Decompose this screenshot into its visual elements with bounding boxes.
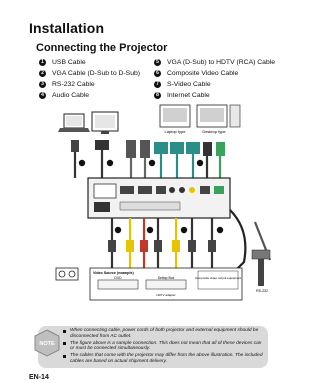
legend-label: S-Video Cable — [167, 81, 211, 88]
number-badge: 5 — [154, 59, 161, 66]
page-title: Installation — [29, 20, 105, 36]
settop-label: Settop Box — [157, 276, 175, 280]
hdtv-adapter-label: HDTV adapter — [156, 293, 176, 297]
upper-plugs — [71, 140, 225, 158]
note-icon-label: NOTE — [39, 341, 55, 347]
rs232-label: RS-232 — [256, 289, 268, 293]
page-number: EN-14 — [29, 374, 49, 381]
legend-label: RS-232 Cable — [52, 81, 95, 88]
number-badge: 2 — [39, 70, 46, 77]
note-list — [63, 328, 263, 366]
section-subtitle: Connecting the Projector — [36, 42, 168, 54]
number-badge: 3 — [39, 81, 46, 88]
legend-label: Internet Cable — [167, 92, 210, 99]
lower-plugs — [108, 240, 216, 252]
number-badge: 4 — [39, 92, 46, 99]
dvd-label: DVD — [114, 276, 122, 280]
rs232-connector — [252, 250, 270, 293]
desktop-type-label: Desktop type — [202, 129, 226, 134]
projector-rear-panel — [88, 178, 230, 218]
legend-label: VGA Cable (D-Sub to D-Sub) — [52, 70, 141, 77]
video-source-panel — [90, 268, 242, 300]
video-source-label: Video Source (example) — [93, 271, 134, 275]
note-item: When connecting cable, power cords of both projector and external equipment should be disconnected from AC outlet. — [63, 328, 263, 339]
laptop-icon — [58, 114, 90, 132]
laptop-type-box — [160, 105, 190, 134]
monitor-icon — [92, 112, 118, 134]
number-badge: 6 — [154, 70, 161, 77]
note-item: The figure above is a sample connection. This does not mean that all of these devices can or must be connected simultaneously. — [63, 341, 263, 352]
legend-label: Composite Video Cable — [167, 70, 239, 77]
desktop-type-box — [197, 105, 240, 134]
legend-label: Audio Cable — [52, 92, 90, 99]
speaker-icon — [56, 268, 78, 280]
legend-label: VGA (D-Sub) to HDTV (RCA) Cable — [167, 59, 276, 66]
legend-label: USB Cable — [52, 59, 86, 66]
composite-output-label: Composite video output equipment — [194, 276, 242, 280]
number-badge: 1 — [39, 59, 46, 66]
note-item: The cables that come with the projector may differ from the above illustration. The included cables are based on actual shipment delivery. — [63, 353, 263, 364]
number-badge: 7 — [154, 81, 161, 88]
laptop-type-label: Laptop type — [164, 129, 186, 134]
number-badge: 8 — [154, 92, 161, 99]
note-icon — [33, 329, 61, 357]
